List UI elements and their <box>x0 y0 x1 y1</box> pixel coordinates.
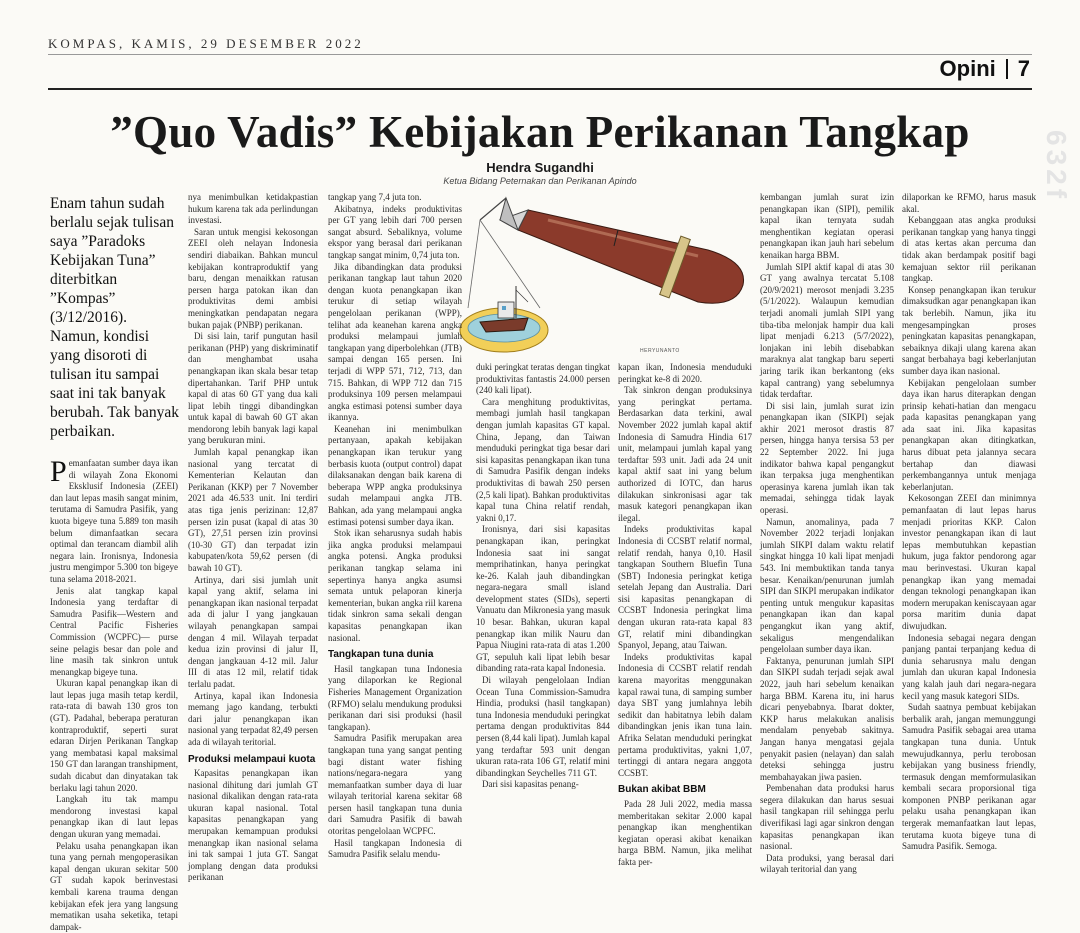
illustration-credit: HERYUNANTO <box>640 348 680 354</box>
paragraph: Hasil tangkapan tuna Indonesia yang dilaporkan ke Regional Fisheries Management Organization (RFMO) selalu mendukung produksi perikanan dari sisi produksi (hasil tangkapan). <box>328 663 462 732</box>
paragraph: Kebijakan pengelolaan sumber daya ikan harus diterapkan dengan prinsip kehati-hatian dan mengacu pada kapasitas penangkapan yang ada saat ini. Jika kapasitas penangkapan akan ditingkatkan, harus dibuat peta jalannya secara bertahap dan diawasi perkembangannya untuk menjaga keberlanjutan. <box>902 377 1036 492</box>
paragraph: Di sisi lain, jumlah surat izin penangkapan ikan (SIKPI) sejak akhir 2021 merosot drastis 87 persen, hingga hanya tersisa 53 per 22 September 2022. Ini juga indikator bahwa kapal pengangkut ikan terpaksa juga menghentikan operasinya karena jumlah ikan tak memadai, sehingga tidak layak operasi. <box>760 400 894 516</box>
paragraph: Hasil tangkapan Indonesia di Samudra Pasifik selalu mendu- <box>328 837 462 860</box>
paragraph: Di sisi lain, tarif pungutan hasil perikanan (PHP) yang diskriminatif dan menghambat usaha penangkapan ikan skala besar tetap dipertahankan. Tarif PHP untuk kapal di atas 60 GT yang dua kali lipat lebih tinggi dibandingkan untuk kapal di bawah 60 GT akan mendorong lebih banyak lagi kapal yang berukuran mini. <box>188 331 318 446</box>
paragraph: Kekosongan ZEEI dan minimnya pemanfaatan di laut lepas harus menjadi prioritas KKP. Calon investor penangkapan ikan di laut lepas membutuhkan kepastian hukum, juga faktor pendorong agar mau berinvestasi. Ukuran kapal penangkap ikan yang memadai dengan teknologi penangkapan ikan modern merupakan keniscayaan agar porsa maritim dunia dapat diwujudkan. <box>902 493 1036 631</box>
paragraph: Konsep penangkapan ikan terukur dimaksudkan agar penangkapan ikan tak berlebih. Namun, jika itu mengesampingkan proses peningkatan kapasitas penangkapan, sebaiknya dikaji ulang karena akan sangat berbahaya bagi keberlanjutan sumber daya ikan nasional. <box>902 284 1036 376</box>
article-column-1 <box>50 455 178 932</box>
article-column-2 <box>188 192 318 883</box>
paragraph: Artinya, dari sisi jumlah unit kapal yang aktif, selama ini penangkapan ikan nasional terpadat ada di jalur I yang jangkauan wilayah penangkapan sampai dengan 4 mil. Wilayah terpadat kedua izin provinsi di jalur II, dengan jangkauan 4-12 mil. Jalur III di atas 12 mil, relatif tidak terlalu padat. <box>188 574 318 689</box>
subheading: Produksi melampaui kuota <box>188 753 316 765</box>
paragraph: Faktanya, penurunan jumlah SIPI dan SIKPI sudah terjadi sejak awal 2022, jauh hari sebelum kenaikan harga BBM. Karena itu, ini harus dicari penyebabnya. Ibarat dokter, KKP harus melakukan analisis mendalam penyebab sakitnya. Jangan hanya mengatasi gejala penyakit pasien (nelayan) dan salah deteksi sehingga justru membahayakan jiwa pasien. <box>760 655 894 782</box>
paragraph: Di wilayah pengelolaan Indian Ocean Tuna Commission-Samudra Hindia, produksi (hasil tangkapan) tuna Indonesia menduduki peringkat pertama dengan produktivitas 844 persen (8,44 kali lipat). Jumlah kapal yang terdaftar 593 unit dengan ukuran rata-rata 106 GT, relatif mini dibandingkan Seychelles 711 GT. <box>476 675 610 778</box>
subheading: Bukan akibat BBM <box>618 784 706 796</box>
drop-cap: P <box>50 455 67 488</box>
paragraph: Indonesia sebagai negara dengan panjang pantai terpanjang kedua di dunia seharusnya malu dengan jumlah dan ukuran kapal Indonesia yang kalah jauh dari negara-negara kecil yang masuk kategori SIDs. <box>902 632 1036 701</box>
paragraph: Artinya, kapal ikan Indonesia memang jago kandang, terbukti dari jalur penangkapan ikan nasional yang terpadat 82,49 persen ada di wilayah teritorial. <box>188 690 318 747</box>
paragraph: Kapasitas penangkapan ikan nasional dihitung dari jumlah GT nasional dikalikan dengan rata-rata ukuran kapal nasional. Total kapasitas penangkapan yang merupakan kemampuan produksi menangkap ikan nasional selama ini tak sampai 1 juta GT. Sangat jomplang dengan data produksi perikanan <box>188 768 318 883</box>
article-column-7 <box>902 192 1036 854</box>
pen-icon <box>500 198 744 303</box>
paragraph: Stok ikan seharusnya sudah habis jika angka produksi melampaui angka potensi. Angka produksi perikanan tangkap selama ini sepertinya hanya angka asumsi semata untuk pelaporan kinerja kementerian, bukan angka riil karena tidak sinkron sama sekali dengan kapasitas penangkapan ikan nasional. <box>328 528 462 643</box>
illustration-pen-scale <box>458 190 758 365</box>
paragraph: Pelaku usaha penangkapan ikan tuna yang pernah mengoperasikan kapal dengan ukuran sekitar 500 GT sudah kapok berinvestasi kembali karena trauma dengan kebijakan efek jera yang langsung mematikan usaha seketika, tetapi dampak- <box>50 840 178 932</box>
article-column-6 <box>760 192 894 875</box>
paragraph: tangkap yang 7,4 juta ton. <box>328 192 422 202</box>
paragraph: Jenis alat tangkap kapal Indonesia yang terdaftar di Samudra Pasifik—Western and Central Pacific Fisheries Commission (WCPFC)— purse seine pelagis besar dan pole and line masih tak sinkron untuk menangkap bigeye tuna. <box>50 585 178 677</box>
author-name: Hendra Sugandhi <box>486 160 594 175</box>
paragraph: Langkah itu tak mampu mendorong investasi kapal penangkap ikan di laut lepas dengan ukuran yang memadai. <box>50 794 178 839</box>
page-number: 7 <box>1017 56 1030 81</box>
paragraph <box>50 455 178 586</box>
paragraph-text: emanfaatan sumber daya ikan di wilayah Zona Ekonomi Eksklusif Indonesia (ZEEI) dan laut lepas masih sangat minim, terutama di Samudra Pasifik, yang kuota bigeye tuna 5.889 ton masih belum dimanfaatkan secara optimal dan terancam diambil alih negara lain. Ironisnya, Indonesia justru mengimpor 5.300 ton bigeye tuna selama 2018-2021. <box>50 458 178 584</box>
paragraph: Sudah saatnya pembuat kebijakan berbalik arah, jangan memunggungi Samudra Pasifik sebagai area utama tangkapan tuna dunia. Untuk mewujudkannya, perlu terobosan kebijakan yang business friendly, termasuk dengan memformulasikan kembali secara proporsional tiga komponen PNBP perikanan agar pelaku usaha penangkapan ikan tergerak memanfaatkan laut lepas, terutama kuota bigeye tuna di Samudra Pasifik. Semoga. <box>902 702 1036 852</box>
paragraph: kembangan jumlah surat izin penangkapan ikan (SIPI), pemilik kapal ikan ternyata sudah menghentikan kegiatan operasi penangkapan ikan jauh hari sebelum kenaikan harga BBM. <box>760 192 894 260</box>
section-divider <box>1006 59 1008 79</box>
paragraph: Indeks produktivitas kapal Indonesia di CCSBT relatif rendah karena mayoritas menggunakan kapal rawai tuna, di samping sumber daya SBT yang jumlahnya lebih sedikit dan habitatnya lebih dalam dibandingkan jenis ikan tuna lain. Afrika Selatan menduduki peringkat pertama produktivitas, yakni 1,07, tertinggi di antara negara anggota CCSBT. <box>618 651 752 778</box>
header-rule <box>48 88 1032 90</box>
headline: ”Quo Vadis” Kebijakan Perikanan Tangkap <box>110 107 970 157</box>
paragraph: Ironisnya, dari sisi kapasitas penangkapan ikan, peringkat Indonesia saat ini sangat memprihatinkan, hanya peringkat ke-26. Kalah jauh dibandingkan negara-negara small island development states (SIDs), seperti Vanuatu dan Mikronesia yang masuk 10 besar. Bahkan, ukuran kapal penangkap ikan milik Nauru dan Papua Niugini rata-rata di atas 1.200 GT, sepuluh kali lipat lebih besar dibanding rata-rata kapal Indonesia. <box>476 524 610 674</box>
paragraph: dilaporkan ke RFMO, harus masuk akal. <box>902 192 1036 214</box>
paragraph: Saran untuk mengisi kekosongan ZEEI oleh nelayan Indonesia sendiri diabaikan. Bahkan muncul kebijakan kontraproduktif yang baru, dengan menaikkan ratusan persen harga patokan ikan dan produktivitas demi ambisi meningkatkan pendapatan negara bukan pajak (PNBP) perikanan. <box>188 226 318 330</box>
section-header <box>940 56 1030 82</box>
article-column-5 <box>618 362 752 867</box>
paragraph: Jika dibandingkan data produksi perikanan tangkap laut tahun 2020 dengan kuota penangkapan ikan terukur di setiap wilayah pengelolaan perikanan (WPP), telihat ada keanehan karena angka produksi melampaui jumlah tangkapan yang diperbolehkan (JTB) sampai dengan 165 persen. Ini terjadi di WPP 571, 712, 713, dan 715. Bahkan, di WPP 712 dan 715 produksinya 109 persen melampaui angka estimasi potensi sumber daya ikannya. <box>328 261 462 423</box>
paragraph: Jumlah SIPI aktif kapal di atas 30 GT yang awalnya tercatat 5.108 (20/9/2021) merosot menjadi 3.235 (5/1/2022). Walaupun kemudian terjadi anomali jumlah SIPI yang tiba-tiba melonjak hampir dua kali lipat menjadi 6.213 (5/7/2022), lonjakan ini lebih disebabkan maraknya alat tangkap baru seperti jaring tarik ikan berkantong (eks kapal cantrang) yang sebelumnya tidak terdaftar. <box>760 261 894 400</box>
subheading: Tangkapan tuna dunia <box>328 649 434 661</box>
paragraph: Data produksi, yang berasal dari wilayah teritorial dan yang <box>760 852 894 875</box>
top-rule <box>48 54 1032 55</box>
paragraph: nya menimbulkan ketidakpastian hukum karena tak ada perlindungan investasi. <box>188 192 318 226</box>
paragraph: Pada 28 Juli 2022, media massa memberitakan sekitar 2.000 kapal penangkap ikan menghentikan kegiatan operasi akibat kenaikan harga BBM. Namun, jika melihat fakta per- <box>618 798 752 867</box>
author-affiliation: Ketua Bidang Peternakan dan Perikanan Apindo <box>443 176 637 186</box>
paragraph: Cara menghitung produktivitas, membagi jumlah hasil tangkapan dengan jumlah kapasitas GT kapal. China, Jepang, dan Taiwan menduduki peringkat tiga besar dari sisi kapasitas penangkapan ikan tuna di Samudra Pasifik dengan indeks produktivitas di bawah 250 persen (2,5 kali lipat). Bahkan produktivitas kapal tuna China relatif rendah, yakni 0,17. <box>476 396 610 523</box>
paragraph: Jumlah kapal penangkap ikan nasional yang tercatat di Kementerian Kelautan dan Perikanan (KKP) per 7 November 2021 ada 46.533 unit. Ini terdiri atas tiga jenis perizinan: 12,87 persen izin pusat (kapal di atas 30 GT), 27,51 persen izin provinsi (10-30 GT) dan terpadat izin kabupaten/kota 59,62 persen (di bawah 10 GT). <box>188 447 318 573</box>
paragraph: Tak sinkron dengan produksinya yang peringkat pertama. Berdasarkan data terkini, awal November 2022 jumlah kapal aktif Indonesia di Samudra Hindia 617 unit, melampaui jumlah kapal yang terdaftar 593 unit. Jadi ada 24 unit kapal aktif saat ini yang belum authorized di IOTC, dan harus dilakukan sinkronisasi agar tak masuk kategori penangkapan ikan ilegal. <box>618 385 752 523</box>
paragraph: Namun, anomalinya, pada 7 November 2022 terjadi lonjakan jumlah SIKPI dalam waktu relatif singkat hingga 10 kali lipat menjadi 543. Ini membuktikan tanda tanya besar. Kenaikan/penurunan jumlah SIPI dan SIKPI merupakan indikator penting untuk mengukur kapasitas penangkapan ikan dan kapal pengangkut ikan yang aktif, sekaligus mengendalikan pengelolaan sumber daya ikan. <box>760 516 894 655</box>
paragraph: duki peringkat teratas dengan tingkat produktivitas fantastis 24.000 persen (240 kali lipat). <box>476 362 610 396</box>
paragraph: Indeks produktivitas kapal Indonesia di CCSBT relatif normal, relatif rendah, hanya 0,10. Hasil tangkapan Southern Bluefin Tuna (SBT) Indonesia peringkat ketiga setelah Jepang dan Australia. Dari sisi kapasitas penangkapan di CCSBT Indonesia peringkat lima dengan ukuran rata-rata kapal 83 GT, relatif mini dibandingkan Spanyol, Jepang, atau Taiwan. <box>618 524 752 651</box>
masthead: KOMPAS, KAMIS, 29 DESEMBER 2022 <box>48 36 364 51</box>
paragraph: Kebanggaan atas angka produksi perikanan tangkap yang hanya tinggi di atas kertas akan percuma dan tidak akan berdampak positif bagi kemajuan sektor riil perikanan tangkap. <box>902 215 1036 284</box>
article-column-4 <box>476 362 610 854</box>
article-column-3 <box>328 192 462 860</box>
paragraph: Ukuran kapal penangkap ikan di laut lepas juga masih tetap kerdil, rata-rata di bawah 130 gros ton (GT). Padahal, beberapa peraturan kontraproduktif, seperti surat edaran Dirjen Perikanan Tangkap yang membatasi kapal maksimal 150 GT dan larangan transhipment, sudah dicabut dan dinyatakan tak berlaku lagi tahun 2020. <box>50 678 178 793</box>
paragraph: Pembenahan data produksi harus segera dilakukan dan harus sesuai hasil tangkapan riil sehingga perlu diverifikasi lagi agar sinkron dengan kapasitas penangkapan ikan nasional. <box>760 783 894 852</box>
paragraph: Samudra Pasifik merupakan area tangkapan tuna yang sangat penting bagi distant water fishing nations/negara-negara yang memanfaatkan sumber daya di luar wilayah teritorial karena sekitar 68 persen hasil tangkapan tuna dunia dari Samudra Pasifik di bawah otoritas pengelolaan WCPFC. <box>328 733 462 837</box>
watermark: 632f <box>1041 130 1072 203</box>
boat-icon <box>480 286 528 332</box>
paragraph: Akibatnya, indeks produktivitas per GT yang lebih dari 700 persen sangat absurd. Sebaliknya, volume ekspor yang berasal dari perikanan tangkap sangat minim, 0,74 juta ton. <box>328 203 462 260</box>
section-name: Opini <box>939 56 996 81</box>
lead-paragraph: Enam tahun sudah berlalu sejak tulisan saya ”Paradoks Kebijakan Tuna” diterbitkan ”Kompas” (3/12/2016). Namun, kondisi yang disoroti di tulisan itu sampai saat ini tak banyak berubah. Tak banyak perbaikan. <box>50 195 180 440</box>
paragraph: Keanehan ini menimbulkan pertanyaan, apakah kebijakan penangkapan ikan terukur yang berbasis kuota (output control) dapat dilaksanakan dengan baik karena di beberapa WPP angka produksinya sudah melampaui angka JTB. Bahkan, ada yang melampaui angka estimasi potensi sumber daya ikan. <box>328 423 462 527</box>
paragraph: Dari sisi kapasitas penang- <box>482 779 579 790</box>
paragraph: kapan ikan, Indonesia menduduki peringkat ke-8 di 2020. <box>618 362 752 384</box>
